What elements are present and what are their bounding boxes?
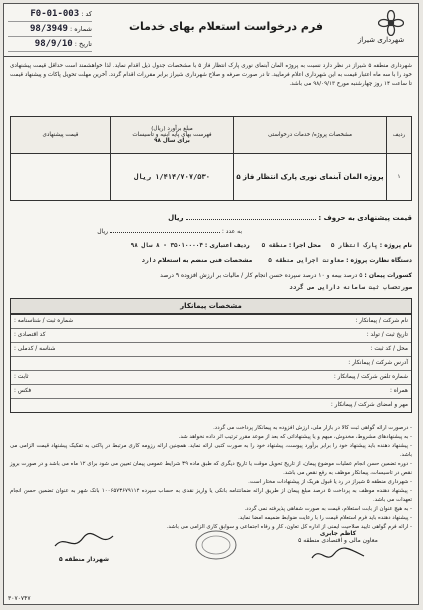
form-title: فرم درخواست استعلام بهای خدمات xyxy=(128,20,324,33)
items-table xyxy=(10,116,412,201)
list-item: - پیشنهاد دهنده باید فرم استعلام قیمت را با رعایت ضوابط ضمیمه امضا نماید. xyxy=(238,515,412,521)
list-item: - به هیچ عنوان از بابت استعلام، قیمت به صورت شفاهی پذیرفته نمی گردد. xyxy=(244,506,412,512)
contractor-grid xyxy=(10,314,412,413)
meta-date-row: تاریخ : 98/9/10 xyxy=(8,37,92,52)
page-number: ۳۰۷۰۷۴۷ xyxy=(8,595,31,602)
offer-letters-row: قیمت پیشنهادی به حروف : ریال xyxy=(168,214,412,222)
list-item: - به پیشنهادهای مشروط، مخدوش، مبهم و یا پیشنهاداتی که بعد از موعد مقرر ترتیب اثر داده نخواهد شد. xyxy=(178,434,412,440)
contractor-row[interactable]: شماره تلفن شرکت / پیمانکار : ثابت : xyxy=(11,371,411,385)
form-page xyxy=(3,3,419,605)
row-offer[interactable] xyxy=(11,154,111,201)
table-row xyxy=(11,154,412,201)
col-desc: مشخصات پروژه/ خدمات درخواستی xyxy=(234,117,387,154)
form-meta-box xyxy=(8,7,92,52)
list-item: - ارائه فرم گواهی تایید صلاحیت ایمنی از اداره کل تعاون، کار و رفاه اجتماعی و سوابق کاری الزامی می باشد. xyxy=(166,524,412,530)
signature-scribble-icon xyxy=(308,544,368,566)
deductions-note-row: صورتحساب ثبت سامانه دارایی می گردد xyxy=(289,284,412,291)
list-item: - دوره تضمین حسن انجام عملیات موضوع پیمان، از تاریخ تحویل موقت یا تاریخ دیگری که طبق ماده ۳۹ شرایط عمومی پیمان تعیین می شود برای ۱۲ ماه می باشد و در صورت بروز نقص در تاسیسات، پیمانکار موظف به رفع نقص می باشد. xyxy=(10,461,413,476)
list-item: - پیشنهاد دهنده موظف به پرداخت ۵ درصد مبلغ پیمان از طریق ارائه ضمانتنامه بانکی یا واریز نقدی به حساب سپرده ۱۰۰۶۵۷۳۶۷۹۱۱۴ بانک شهر به عنوان تضمین حسن انجام تعهدات می باشد. xyxy=(10,488,412,503)
meta-date-value: 98/9/10 xyxy=(34,39,73,49)
contractor-row[interactable]: تاریخ ثبت / تولد : کد اقتصادی : xyxy=(11,329,411,343)
row-desc: پروژه المان آبنمای نوری پارک انتظار فاز ۵ xyxy=(234,154,387,201)
offer-digits-field[interactable] xyxy=(110,232,220,233)
supervisor-row: دستگاه نظارت پروژه : معاونت اجرایی منطقه ۵ مشخصات فنی منضم به استعلام دارد xyxy=(141,257,412,264)
col-index: ردیف xyxy=(387,117,412,154)
notes-list xyxy=(10,424,412,532)
list-item: - پیشنهاد دهنده باید پیشنهاد خود را برابر برآورد پیوست، پیشنهاد خود را به صورت کتبی ارائه نماید. همچنین ارائه رزومه کاری مرتبط در پاکتی به تفکیک پیشنهاد قیمت الزامی می باشد. xyxy=(10,443,412,458)
municipality-logo xyxy=(350,8,412,52)
contractor-row[interactable]: همراه : فکس : xyxy=(11,385,411,399)
signature-right: کاظم جابری معاون مالی و اقتصادی منطقه ۵ xyxy=(278,530,398,568)
signature-scribble-icon xyxy=(49,530,119,554)
contractor-row[interactable]: نام شرکت / پیمانکار : شماره ثبت / شناسنامه : xyxy=(11,315,411,329)
meta-code-row: کد : F0-01-003 xyxy=(8,7,92,22)
budget-row: نام پروژه : پارک انتظار ۵ محل اجرا : منطقه ۵ ردیف اعتباری : ۳۵۰۱۰۰۰۰۴ - ۸ سال ۹۸ xyxy=(130,242,412,249)
form-header xyxy=(4,4,418,57)
contractor-row[interactable]: آدرس شرکت / پیمانکار : xyxy=(11,357,411,371)
list-item: - شهرداری منطقه ۵ شیراز در رد یا قبول هریک از پیشنهادات مختار است. xyxy=(248,479,412,485)
deductions-row: کسورات پیمان : ۵ درصد بیمه و ۱۰ درصد سپرده حسن انجام کار / مالیات بر ارزش افزوده ۹ درصد xyxy=(160,272,412,279)
signature-left: شهردار منطقه ۵ xyxy=(24,530,144,563)
flower-logo-icon xyxy=(378,10,404,36)
meta-code-value: F0-01-003 xyxy=(30,9,80,19)
col-offer: قیمت پیشنهادی xyxy=(11,117,111,154)
row-index: ۱ xyxy=(387,154,412,201)
logo-caption: شهرداری شیراز xyxy=(357,36,405,44)
offer-letters-field[interactable] xyxy=(186,219,316,220)
items-header-row xyxy=(11,117,412,154)
meta-number-value: 98/3949 xyxy=(29,24,68,34)
col-amount: مبلغ برآورد (ریال) فهرست بهای پایه ابنیه و تاسیسات برای سال ۹۸ xyxy=(111,117,234,154)
meta-number-row: شماره : 98/3949 xyxy=(8,22,92,37)
contractor-section-title: مشخصات پیمانکار xyxy=(10,298,412,314)
contractor-row[interactable]: مهر و امضای شرکت / پیمانکار : xyxy=(330,402,408,408)
stamp-icon xyxy=(194,529,238,561)
intro-paragraph: شهرداری منطقه ۵ شیراز در نظر دارد نسبت به پروژه المان آبنمای نوری پارک انتظار فاز ۵ با مشخصات جدول ذیل اقدام نماید. لذا خواهشمند است حداقل قیمت پیشنهادی خود را با سه ماه اعتبار قیمت به این شهرداری اعلام فرمایید. تا در صورت صرفه و صلاح شهرداری شیراز برابر مقررات اقدام گردد. آخرین مهلت تحویل پاکات و پیشنهاد قیمت تا ساعت ۱۴ روز چهارشنبه مورخ ۹۸/۰۹/۱۳ می باشد. xyxy=(10,63,412,87)
list-item: - درصورت ارائه گواهی ثبت کالا در بازار ملی، ارزش افزوده به پیمانکار پرداخت می گردد. xyxy=(213,425,412,431)
contractor-row[interactable]: محل / کد ثبت : شناسه / کدملی : xyxy=(11,343,411,357)
offer-digits-row: به عدد : ریال xyxy=(97,228,242,235)
row-amount: ۱/۴۱۴/۷۰۷/۵۳۰ ریال xyxy=(111,154,234,201)
